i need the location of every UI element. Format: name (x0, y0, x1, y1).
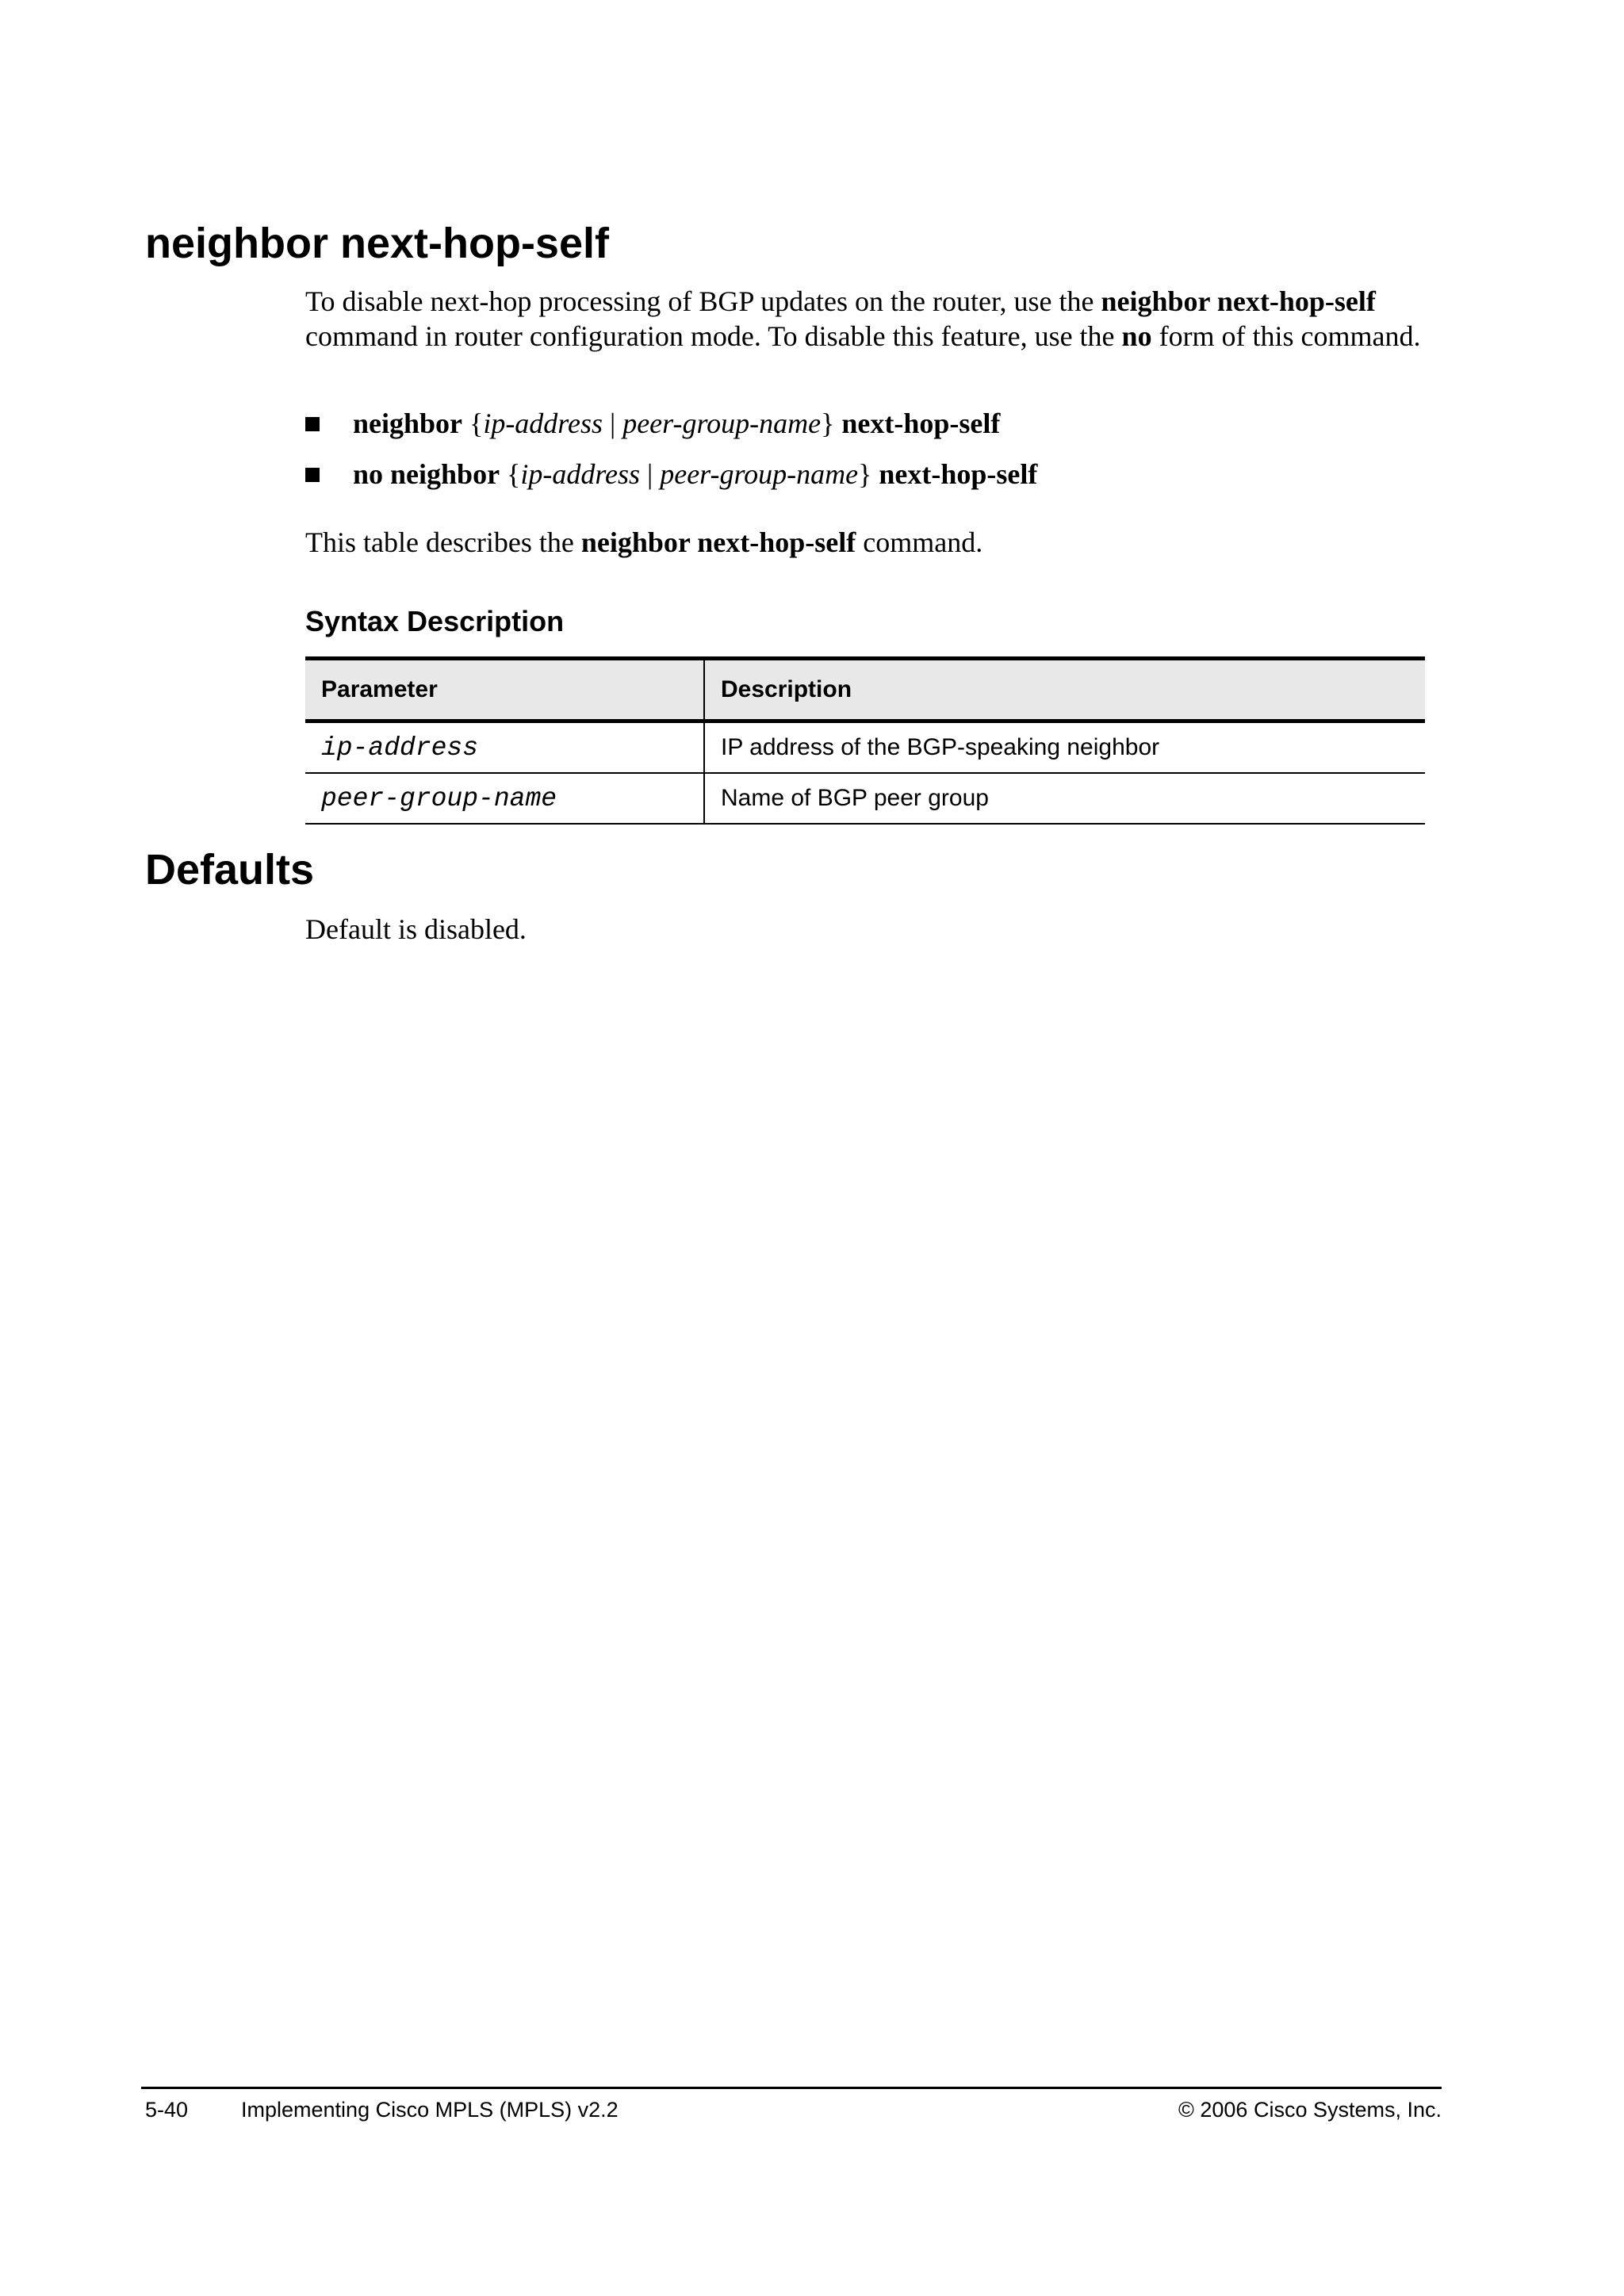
table-desc-text-1: This table describes the (305, 526, 581, 558)
desc-cell: Name of BGP peer group (704, 773, 1425, 824)
desc-cell: IP address of the BGP-speaking neighbor (704, 721, 1425, 774)
table-row (305, 773, 1425, 824)
footer-divider (141, 2087, 1442, 2089)
param-cell: ip-address (305, 721, 704, 774)
footer-copyright: © 2006 Cisco Systems, Inc. (1178, 2098, 1442, 2122)
syntax-brace-open: { (462, 408, 484, 439)
syntax-brace-open: { (500, 458, 521, 490)
header-parameter: Parameter (305, 659, 704, 721)
table-header-row (305, 659, 1425, 721)
intro-paragraph (305, 284, 1431, 354)
square-bullet-icon (305, 468, 320, 482)
footer-course-title: Implementing Cisco MPLS (MPLS) v2.2 (241, 2098, 619, 2122)
param-cell: peer-group-name (305, 773, 704, 824)
syntax-table (305, 656, 1425, 825)
page-title: neighbor next-hop-self (145, 220, 609, 267)
footer-page-number: 5-40 (145, 2098, 189, 2122)
syntax-arg-peer-group-name: peer-group-name (622, 408, 822, 439)
syntax-brace-close: } (821, 408, 842, 439)
intro-text-3: form of this command. (1151, 320, 1421, 352)
intro-text-2: command in router configuration mode. To disable this feature, use the (305, 320, 1122, 352)
syntax-line-no-neighbor (305, 457, 1037, 492)
syntax-separator: | (602, 408, 623, 439)
table-description (305, 525, 982, 560)
syntax-tail: next-hop-self (841, 408, 1001, 439)
table-desc-text-2: command. (856, 526, 983, 558)
syntax-keyword: no neighbor (353, 458, 500, 490)
syntax-arg-peer-group-name: peer-group-name (660, 458, 859, 490)
syntax-line-neighbor (305, 406, 1000, 441)
syntax-arg-ip-address: ip-address (483, 408, 603, 439)
defaults-heading: Defaults (145, 846, 315, 894)
syntax-description-heading: Syntax Description (305, 605, 565, 637)
syntax-separator: | (640, 458, 661, 490)
intro-no-keyword: no (1121, 320, 1152, 352)
header-description: Description (704, 659, 1425, 721)
syntax-tail: next-hop-self (879, 458, 1038, 490)
table-row (305, 721, 1425, 774)
square-bullet-icon (305, 417, 320, 431)
table-desc-command: neighbor next-hop-self (580, 526, 856, 558)
defaults-text: Default is disabled. (305, 913, 527, 945)
syntax-arg-ip-address: ip-address (520, 458, 640, 490)
syntax-keyword: neighbor (353, 408, 463, 439)
intro-command: neighbor next-hop-self (1101, 285, 1376, 317)
intro-text-1: To disable next-hop processing of BGP updates on the router, use the (305, 285, 1101, 317)
syntax-brace-close: } (858, 458, 879, 490)
